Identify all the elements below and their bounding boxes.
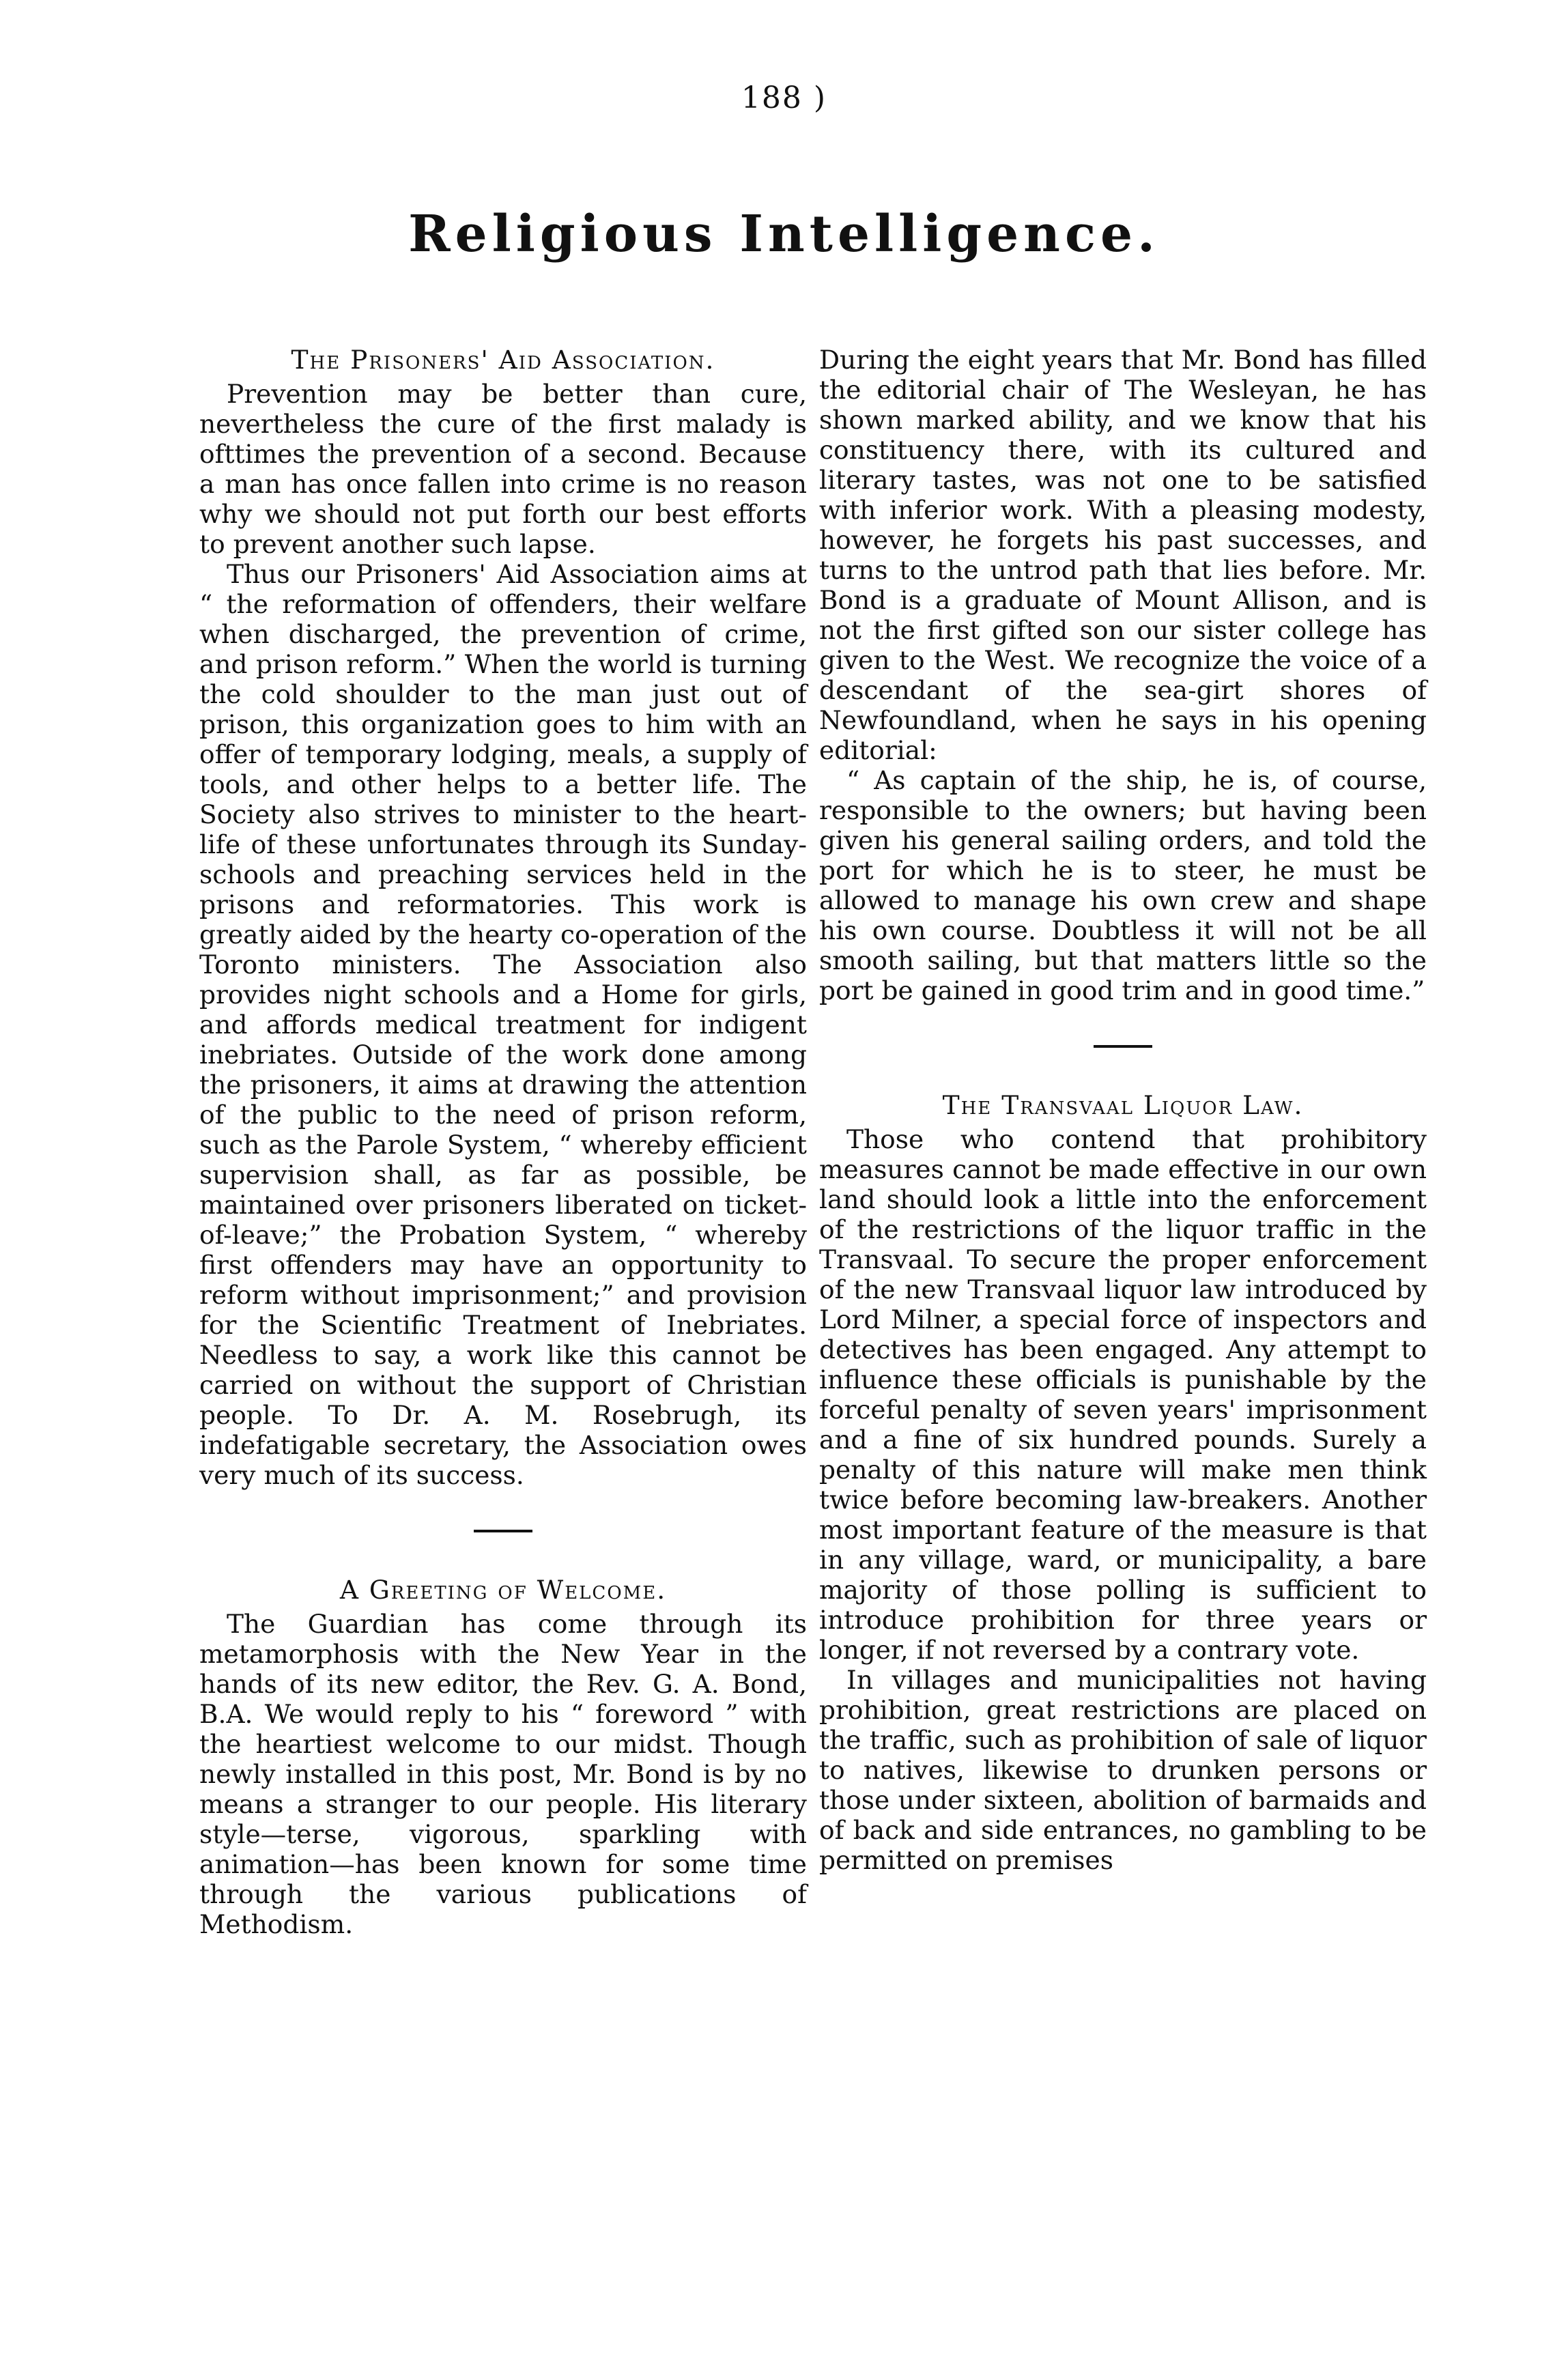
paragraph: Prevention may be better than cure, nevertheless the cure of the first malady is ofttimes the prevention of a second. Because a man has once fallen into crime is no reason why we should not put forth our best efforts to prevent another such lapse. [199, 379, 807, 559]
right-column [819, 345, 1427, 1875]
paragraph: The Guardian has come through its metamorphosis with the New Year in the hands of its new editor, the Rev. G. A. Bond, B.A. We would reply to his “ foreword ” with the heartiest welcome to our midst. Though newly installed in this post, Mr. Bond is by no means a stranger to our people. His literary style—terse, vigorous, sparkling with animation—has been known for some time through the various publications of Methodism. [199, 1609, 807, 1939]
page-title: Religious Intelligence. [408, 205, 1160, 263]
section-divider [1094, 1045, 1152, 1048]
section-heading-prisoners-aid: The Prisoners' Aid Association. [291, 345, 715, 375]
paragraph: Those who contend that prohibitory measures cannot be made effective in our own land should look a little into the enforcement of the restrictions of the liquor traffic in the Transvaal. To secure the proper enforcement of the new Transvaal liquor law introduced by Lord Milner, a special force of inspectors and detectives has been engaged. Any attempt to influence these officials is punishable by the forceful penalty of seven years' imprisonment and a fine of six hundred pounds. Surely a penalty of this nature will make men think twice before becoming law-breakers. Another most important feature of the measure is that in any village, ward, or municipality, a bare majority of those polling is sufficient to introduce prohibition for three years or longer, if not reversed by a contrary vote. [819, 1124, 1427, 1665]
left-column [199, 345, 807, 1939]
paragraph: In villages and municipalities not having prohibition, great restrictions are placed on the traffic, such as prohibition of sale of liquor to natives, likewise to drunken persons or those under sixteen, abolition of barmaids and of back and side entrances, no gambling to be permitted on premises [819, 1665, 1427, 1875]
paragraph: Thus our Prisoners' Aid Association aims at “ the reformation of offenders, their welfare when discharged, the prevention of crime, and prison reform.” When the world is turning the cold shoulder to the man just out of prison, this organization goes to him with an offer of temporary lodging, meals, a supply of tools, and other helps to a better life. The Society also strives to minister to the heart-life of these unfortunates through its Sunday-schools and preaching services held in the prisons and reformatories. This work is greatly aided by the hearty co-operation of the Toronto ministers. The Association also provides night schools and a Home for girls, and affords medical treatment for indigent inebriates. Outside of the work done among the prisoners, it aims at drawing the attention of the public to the need of prison reform, such as the Parole System, “ whereby efficient supervision shall, as far as possible, be maintained over prisoners liberated on ticket-of-leave;” the Probation System, “ whereby first offenders may have an opportunity to reform without imprisonment;” and provision for the Scientific Treatment of Inebriates. Needless to say, a work like this cannot be carried on without the support of Christian people. To Dr. A. M. Rosebrugh, its indefatigable secretary, the Association owes very much of its success. [199, 559, 807, 1490]
page-number: 188 ) [741, 81, 827, 115]
paragraph: During the eight years that Mr. Bond has filled the editorial chair of The Wesleyan, he has shown marked ability, and we know that his constituency there, with its cultured and literary tastes, was not one to be satisfied with inferior work. With a pleasing modesty, however, he forgets his past successes, and turns to the untrod path that lies before. Mr. Bond is a graduate of Mount Allison, and is not the first gifted son our sister college has given to the West. We recognize the voice of a descendant of the sea-girt shores of Newfoundland, when he says in his opening editorial: [819, 345, 1427, 765]
section-heading-transvaal: The Transvaal Liquor Law. [942, 1090, 1304, 1120]
section-divider [474, 1530, 532, 1532]
section-heading-greeting: A Greeting of Welcome. [339, 1575, 667, 1605]
quoted-paragraph: “ As captain of the ship, he is, of course, responsible to the owners; but having been given his general sailing orders, and told the port for which he is to steer, he must be allowed to manage his own crew and shape his own course. Doubtless it will not be all smooth sailing, but that matters little so the port be gained in good trim and in good time.” [819, 765, 1427, 1005]
